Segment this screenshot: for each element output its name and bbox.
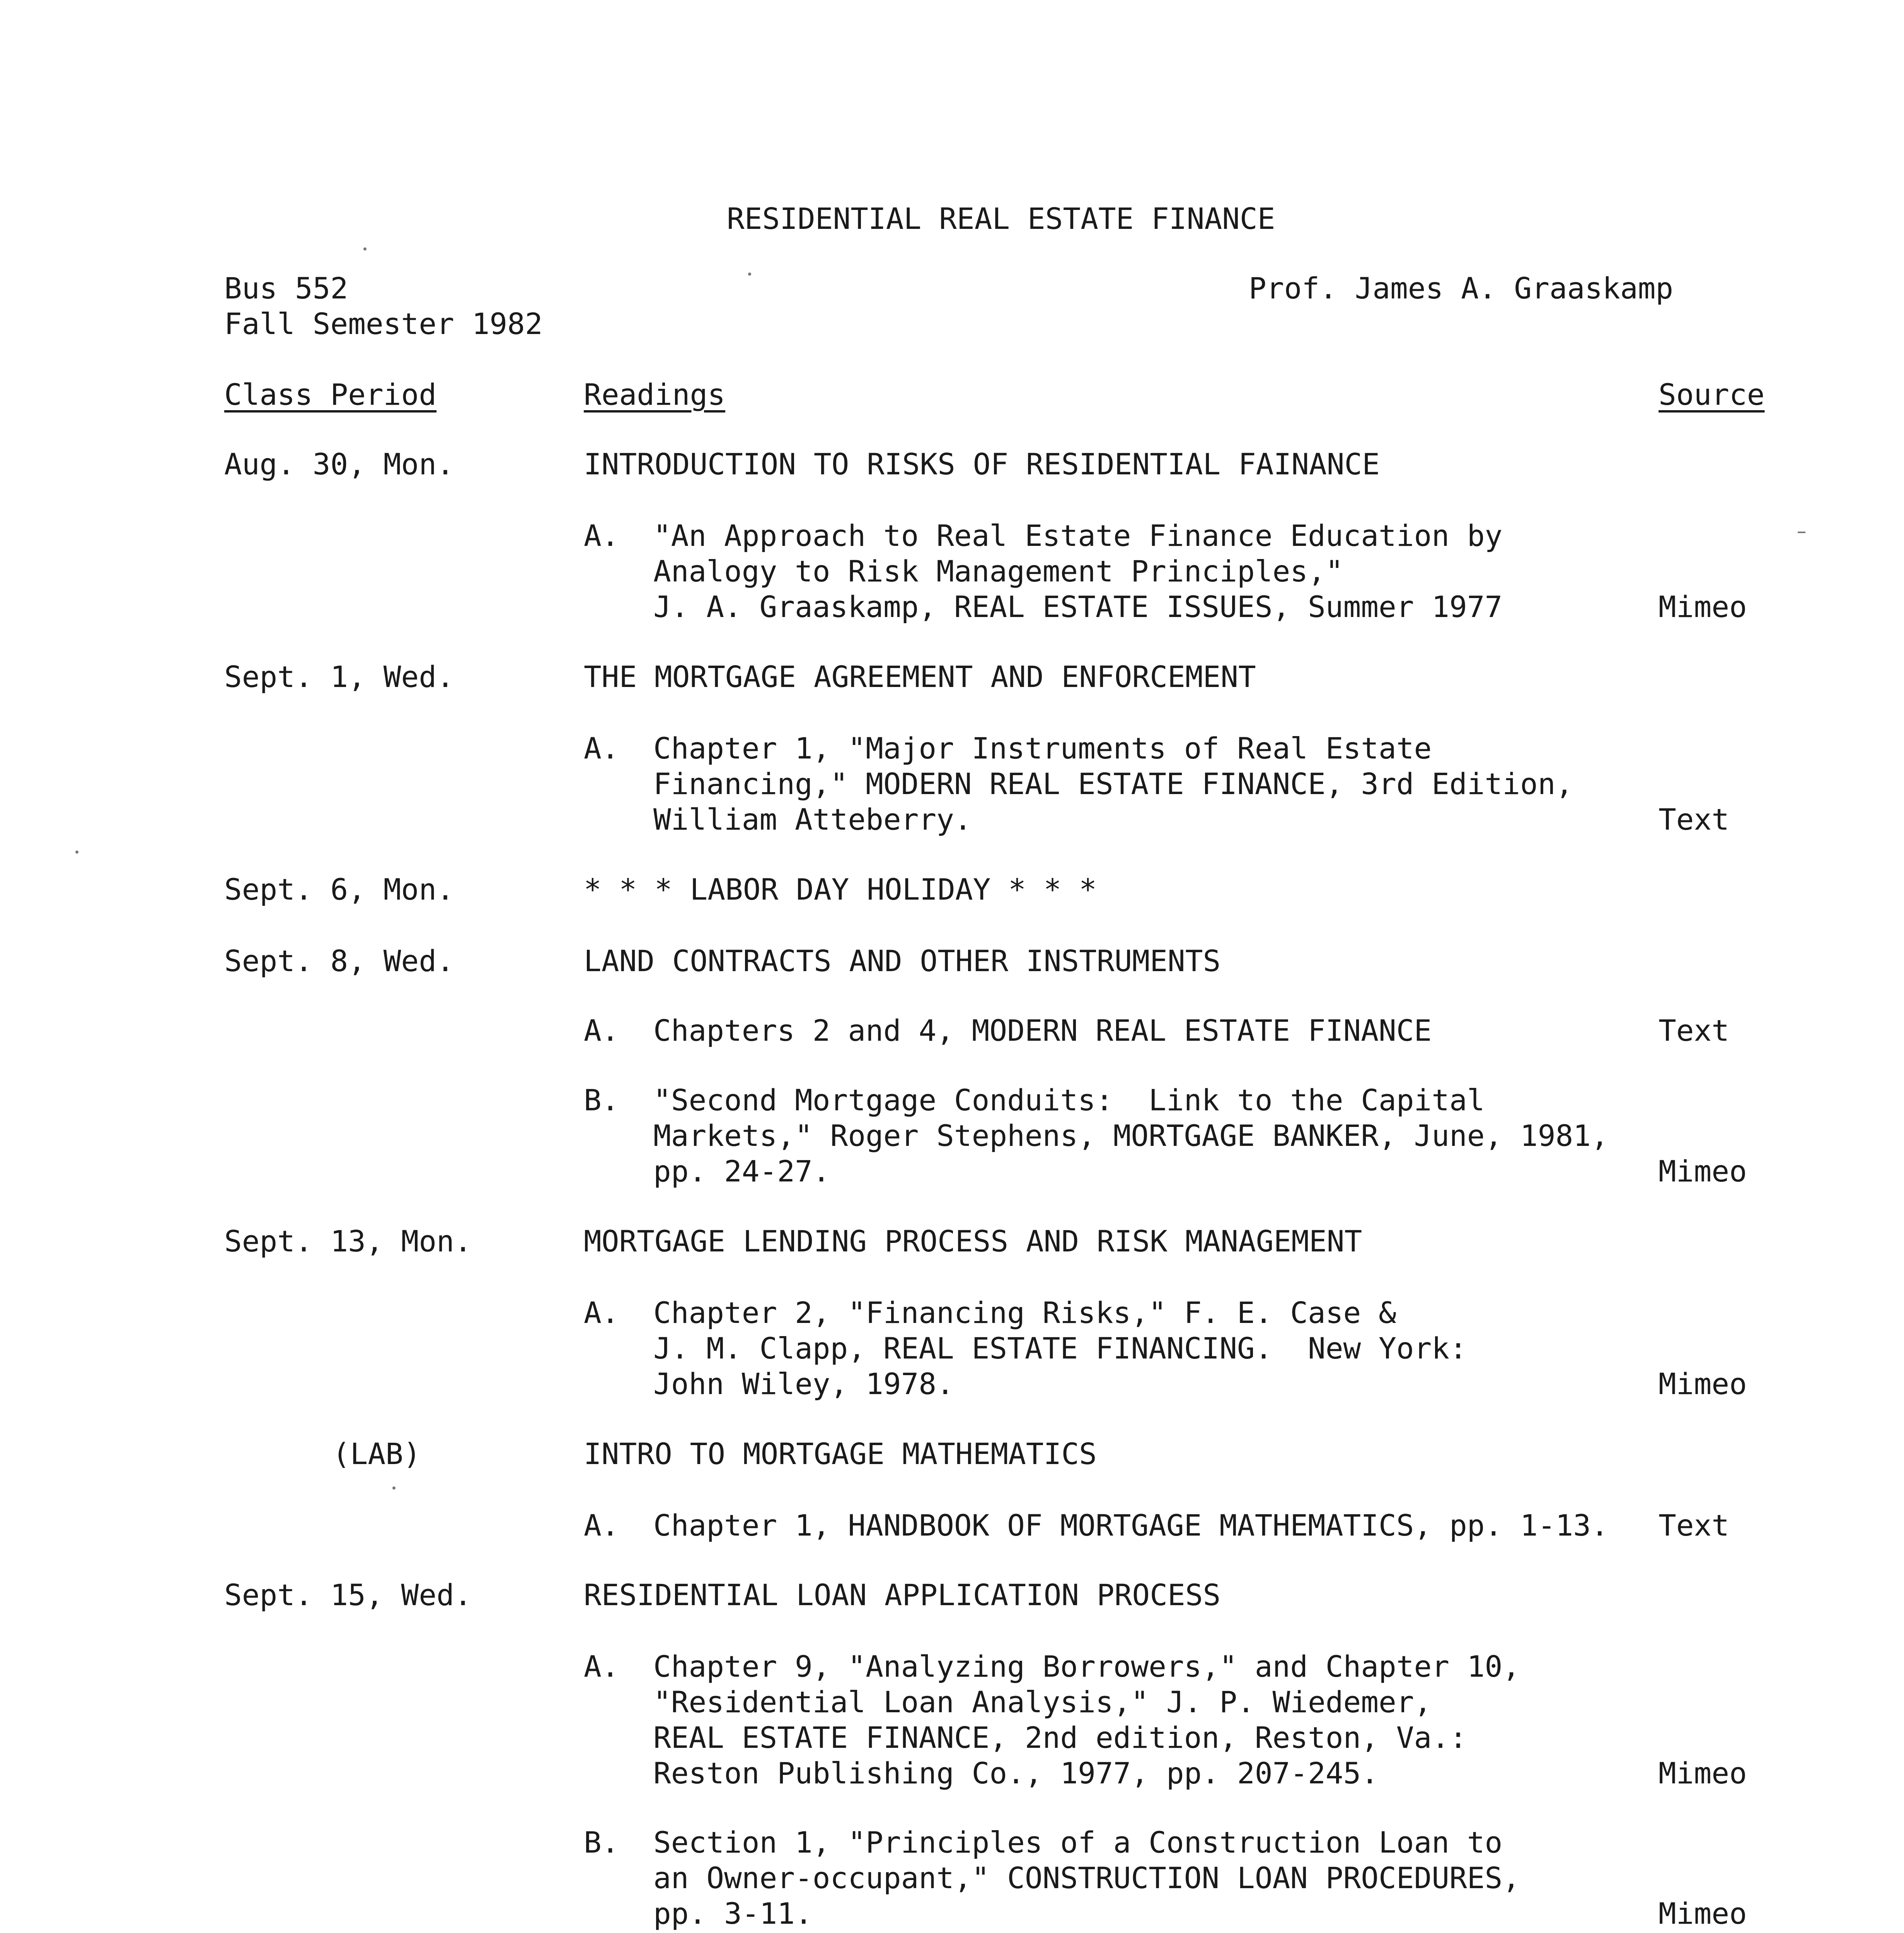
session-topic: MORTGAGE LENDING PROCESS AND RISK MANAGEMENT [584,1224,1362,1258]
class-period: Sept. 15, Wed. [224,1578,472,1612]
professor-name: Prof. James A. Graaskamp [1249,271,1674,305]
reading-line: Chapter 9, "Analyzing Borrowers," and Chapter 10, [653,1649,1520,1684]
reading-line: Markets," Roger Stephens, MORTGAGE BANKER, June, 1981, [653,1118,1609,1153]
class-period: Sept. 6, Mon. [224,872,454,907]
reading-line: Chapter 1, "Major Instruments of Real Estate [653,731,1432,765]
reading-source: Mimeo [1659,590,1747,624]
class-period: Aug. 30, Mon. [224,447,454,481]
reading-source: Text [1659,1013,1730,1048]
reading-line: an Owner-occupant," CONSTRUCTION LOAN PROCEDURES, [653,1861,1520,1895]
course-number: Bus 552 [224,271,348,305]
column-header-readings: Readings [584,377,726,412]
reading-source: Text [1659,1508,1730,1543]
semester: Fall Semester 1982 [224,307,543,341]
reading-line: J. A. Graaskamp, REAL ESTATE ISSUES, Summer 1977 [653,590,1503,624]
reading-letter: A. [584,1649,619,1684]
reading-letter: B. [584,1825,619,1860]
session-topic: INTRO TO MORTGAGE MATHEMATICS [584,1437,1097,1471]
session-topic: RESIDENTIAL LOAN APPLICATION PROCESS [584,1578,1221,1612]
reading-line: J. M. Clapp, REAL ESTATE FINANCING. New York: [653,1331,1467,1365]
scan-speck [75,851,78,854]
class-period: Sept. 8, Wed. [224,944,454,978]
reading-letter: A. [584,1013,619,1048]
reading-line: John Wiley, 1978. [653,1367,954,1401]
scan-speck [392,1486,395,1490]
reading-letter: A. [584,1295,619,1330]
reading-line: Chapter 1, HANDBOOK OF MORTGAGE MATHEMATICS, pp. 1-13. [653,1508,1609,1543]
class-period: Sept. 1, Wed. [224,660,454,694]
reading-line: "An Approach to Real Estate Finance Education by [653,518,1503,553]
reading-letter: B. [584,1083,619,1117]
page-title: RESIDENTIAL REAL ESTATE FINANCE [727,201,1275,236]
scan-speck [1798,532,1805,533]
scan-speck [748,273,751,276]
reading-line: Section 1, "Principles of a Construction Loan to [653,1825,1503,1860]
reading-line: "Second Mortgage Conduits: Link to the Capital [653,1083,1485,1117]
class-period: Sept. 13, Mon. [224,1224,472,1258]
reading-letter: A. [584,1508,619,1543]
session-topic: * * * LABOR DAY HOLIDAY * * * [584,872,1097,907]
session-topic: THE MORTGAGE AGREEMENT AND ENFORCEMENT [584,660,1256,694]
session-topic: INTRODUCTION TO RISKS OF RESIDENTIAL FAINANCE [584,447,1380,481]
class-period: (LAB) [332,1437,421,1471]
scan-speck [363,247,366,251]
reading-source: Mimeo [1659,1367,1747,1401]
session-topic: LAND CONTRACTS AND OTHER INSTRUMENTS [584,944,1221,978]
reading-line: Financing," MODERN REAL ESTATE FINANCE, 3rd Edition, [653,767,1573,801]
reading-letter: A. [584,518,619,553]
reading-source: Text [1659,802,1730,837]
reading-source: Mimeo [1659,1896,1747,1931]
reading-letter: A. [584,731,619,765]
reading-line: Reston Publishing Co., 1977, pp. 207-245. [653,1756,1379,1790]
reading-line: Analogy to Risk Management Principles," [653,554,1343,588]
reading-line: William Atteberry. [653,802,972,837]
reading-line: pp. 24-27. [653,1154,830,1188]
column-header-class-period: Class Period [224,377,437,412]
reading-source: Mimeo [1659,1154,1747,1188]
reading-line: pp. 3-11. [653,1896,813,1931]
reading-line: REAL ESTATE FINANCE, 2nd edition, Reston, Va.: [653,1720,1467,1755]
reading-line: Chapter 2, "Financing Risks," F. E. Case & [653,1295,1396,1330]
reading-line: Chapters 2 and 4, MODERN REAL ESTATE FINANCE [653,1013,1432,1048]
column-header-source: Source [1659,377,1765,412]
reading-line: "Residential Loan Analysis," J. P. Wiedemer, [653,1685,1432,1719]
reading-source: Mimeo [1659,1756,1747,1790]
